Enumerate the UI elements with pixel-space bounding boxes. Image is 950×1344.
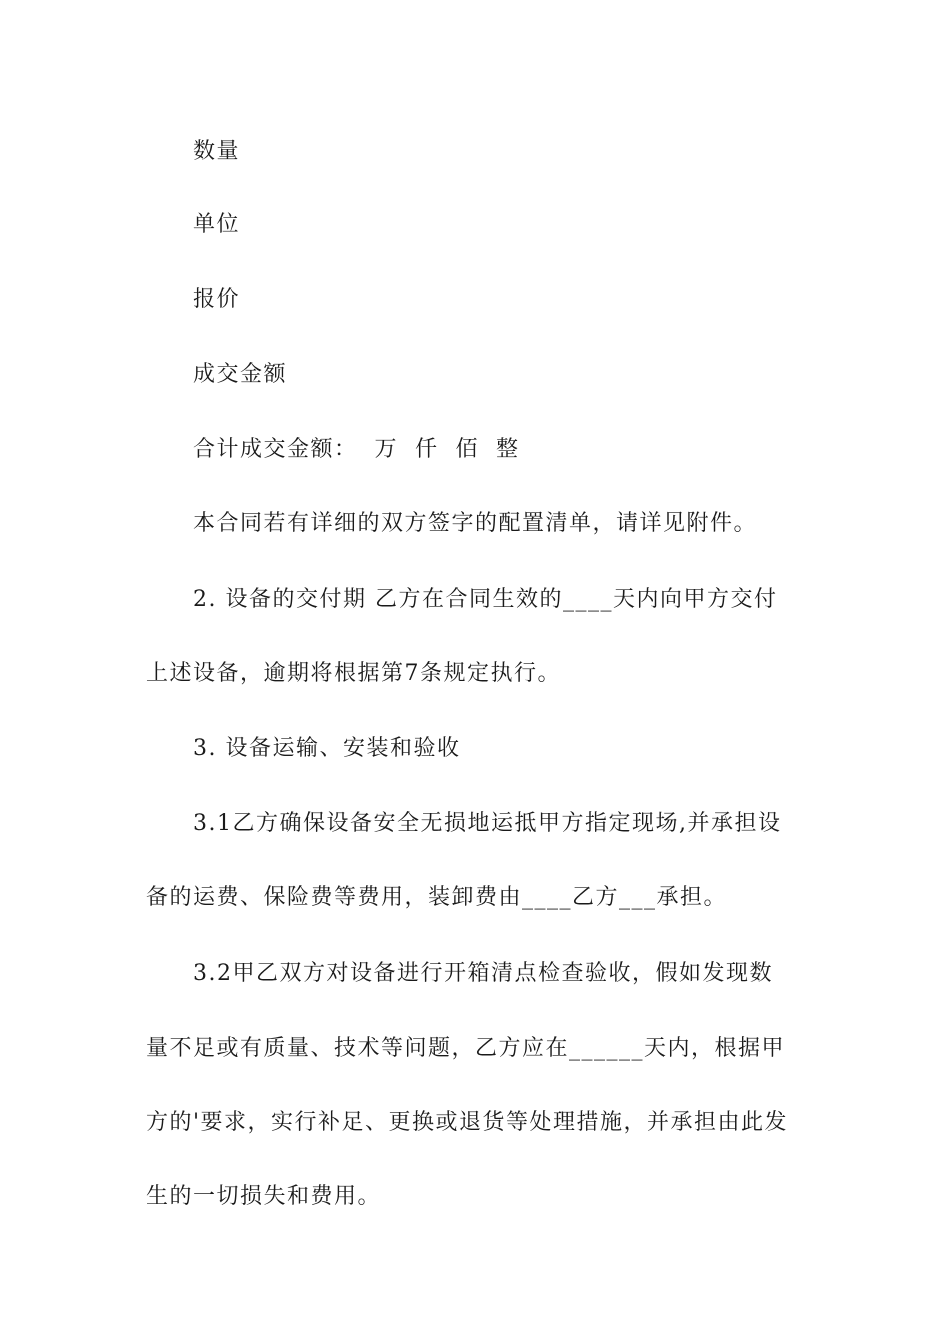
clause-3-2-line-2: 量不足或有质量、技术等问题，乙方应在______天内，根据甲 [146, 1036, 786, 1061]
clause-3-2-line-1: 3.2甲乙双方对设备进行开箱清点检查验收，假如发现数 [193, 961, 773, 986]
clause-3-1-line-1: 3.1乙方确保设备安全无损地运抵甲方指定现场,并承担设 [193, 811, 782, 836]
item-deal-amount: 成交金额 [193, 362, 288, 387]
clause-3-2-line-4: 生的一切损失和费用。 [146, 1184, 382, 1209]
item-quantity: 数量 [193, 139, 241, 164]
clause-3-heading: 3. 设备运输、安装和验收 [193, 736, 461, 761]
total-amount-line: 合计成交金额： 万 仟 佰 整 [193, 437, 520, 462]
attachment-note: 本合同若有详细的双方签字的配置清单，请详见附件。 [193, 511, 758, 536]
item-unit: 单位 [193, 212, 241, 237]
item-quote: 报价 [193, 287, 241, 312]
clause-3-1-line-2: 备的运费、保险费等费用，装卸费由____乙方___承担。 [146, 885, 728, 910]
clause-2-line-2: 上述设备，逾期将根据第7条规定执行。 [146, 661, 561, 686]
clause-3-2-line-3: 方的'要求，实行补足、更换或退货等处理措施，并承担由此发 [146, 1110, 789, 1135]
clause-2-line-1: 2. 设备的交付期 乙方在合同生效的____天内向甲方交付 [193, 587, 778, 612]
